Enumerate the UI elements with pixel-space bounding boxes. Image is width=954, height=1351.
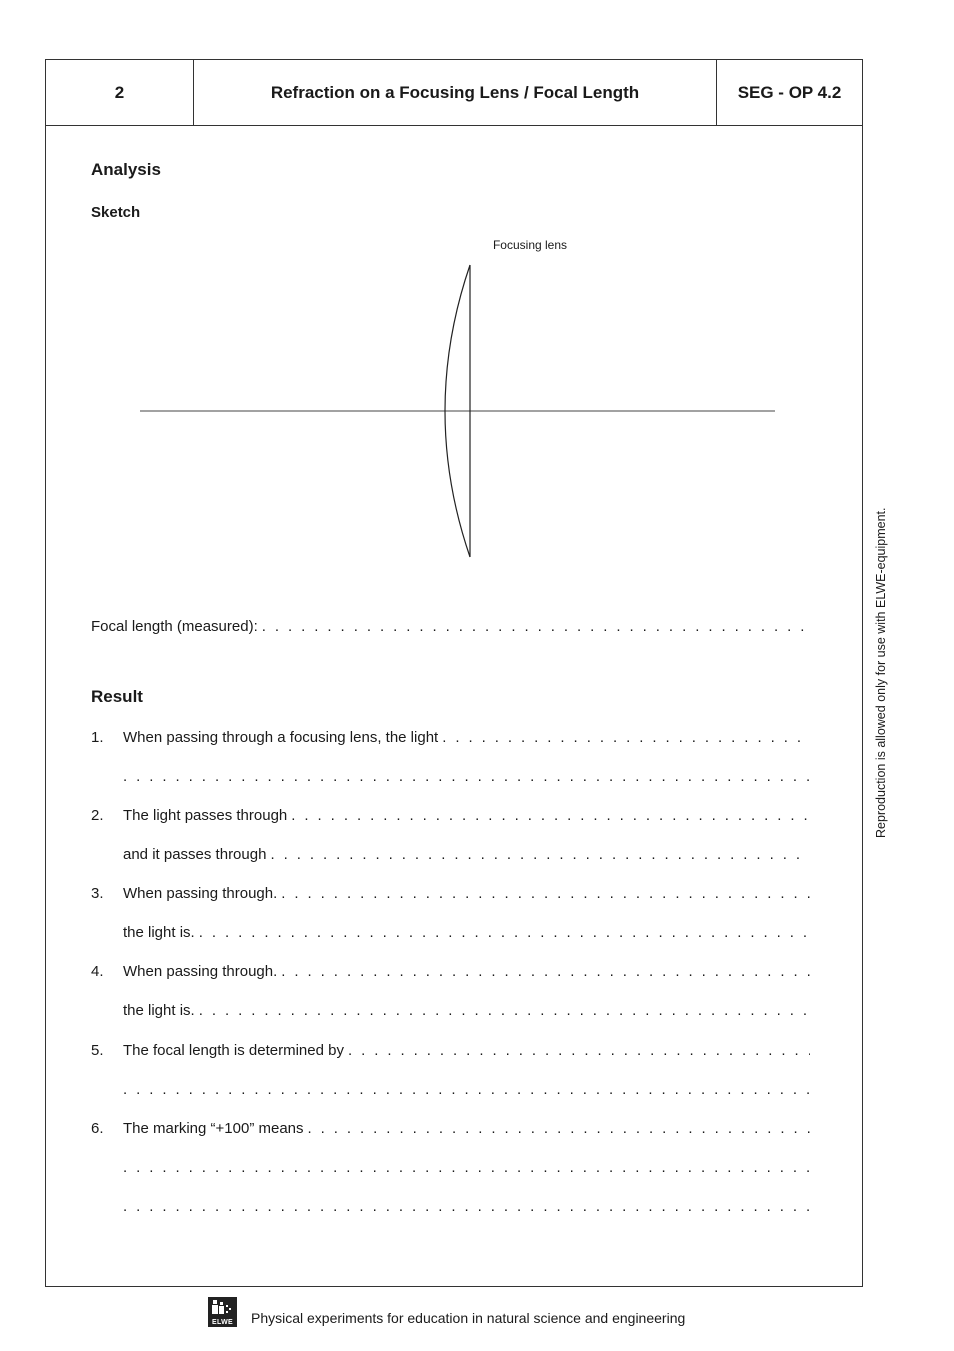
answer-field[interactable] bbox=[199, 1002, 810, 1019]
sketch-heading: Sketch bbox=[91, 204, 141, 221]
item-text: When passing through. bbox=[123, 885, 278, 902]
result-item-continuation bbox=[123, 1159, 810, 1179]
item-number: 2. bbox=[91, 807, 104, 824]
elwe-logo-text: ELWE bbox=[211, 1319, 234, 1326]
item-text: When passing through. bbox=[123, 963, 278, 980]
item-text: The light passes through bbox=[123, 807, 288, 824]
lens-label: Focusing lens bbox=[492, 238, 568, 252]
item-text: When passing through a focusing lens, the light bbox=[123, 729, 439, 746]
result-heading: Result bbox=[91, 687, 143, 706]
lens-diagram bbox=[140, 260, 776, 560]
item-continuation-text: and it passes through bbox=[123, 846, 267, 863]
item-number: 1. bbox=[91, 729, 104, 746]
result-item-continuation bbox=[123, 1198, 810, 1218]
result-item-continuation bbox=[123, 768, 810, 788]
worksheet-frame bbox=[45, 59, 863, 1287]
answer-field[interactable] bbox=[123, 1081, 810, 1098]
answer-field[interactable] bbox=[442, 729, 810, 746]
result-item-continuation bbox=[123, 924, 810, 944]
lens-sketch bbox=[140, 230, 776, 570]
item-number: 5. bbox=[91, 1042, 104, 1059]
experiment-code: SEG - OP 4.2 bbox=[737, 82, 842, 102]
answer-field[interactable] bbox=[123, 1198, 810, 1215]
answer-field[interactable] bbox=[270, 846, 810, 863]
item-text: The marking “+100” means bbox=[123, 1120, 304, 1137]
elwe-logo-icon bbox=[211, 1299, 233, 1315]
answer-field[interactable] bbox=[348, 1042, 810, 1059]
result-item bbox=[91, 729, 810, 749]
result-item-continuation bbox=[123, 1002, 810, 1022]
item-continuation-text: the light is. bbox=[123, 924, 195, 941]
page-number: 2 bbox=[46, 60, 194, 125]
footer bbox=[208, 1297, 685, 1327]
result-item-continuation bbox=[123, 846, 810, 866]
answer-field[interactable] bbox=[308, 1120, 811, 1137]
result-item bbox=[91, 885, 810, 905]
item-text: The focal length is determined by bbox=[123, 1042, 344, 1059]
answer-field[interactable] bbox=[291, 807, 810, 824]
item-number: 3. bbox=[91, 885, 104, 902]
answer-field[interactable] bbox=[123, 1159, 810, 1176]
focal-length-label: Focal length (measured): bbox=[91, 618, 258, 635]
answer-field[interactable] bbox=[262, 618, 810, 635]
page-title: Refraction on a Focusing Lens / Focal Length bbox=[194, 60, 717, 125]
answer-field[interactable] bbox=[123, 768, 810, 785]
result-item-continuation bbox=[123, 1081, 810, 1101]
footer-text: Physical experiments for education in natural science and engineering bbox=[251, 1310, 686, 1326]
answer-field[interactable] bbox=[281, 885, 810, 902]
reproduction-notice: Reproduction is allowed only for use with ELWE-equipment. bbox=[874, 507, 888, 838]
item-continuation-text: the light is. bbox=[123, 1002, 195, 1019]
item-number: 4. bbox=[91, 963, 104, 980]
result-item bbox=[91, 1120, 810, 1140]
answer-field[interactable] bbox=[281, 963, 810, 980]
focal-length-line bbox=[91, 618, 810, 638]
elwe-logo bbox=[208, 1297, 237, 1327]
item-number: 6. bbox=[91, 1120, 104, 1137]
analysis-heading: Analysis bbox=[91, 160, 161, 179]
answer-field[interactable] bbox=[199, 924, 810, 941]
header-table bbox=[46, 60, 862, 126]
result-item bbox=[91, 1042, 810, 1062]
result-item bbox=[91, 963, 810, 983]
result-item bbox=[91, 807, 810, 827]
